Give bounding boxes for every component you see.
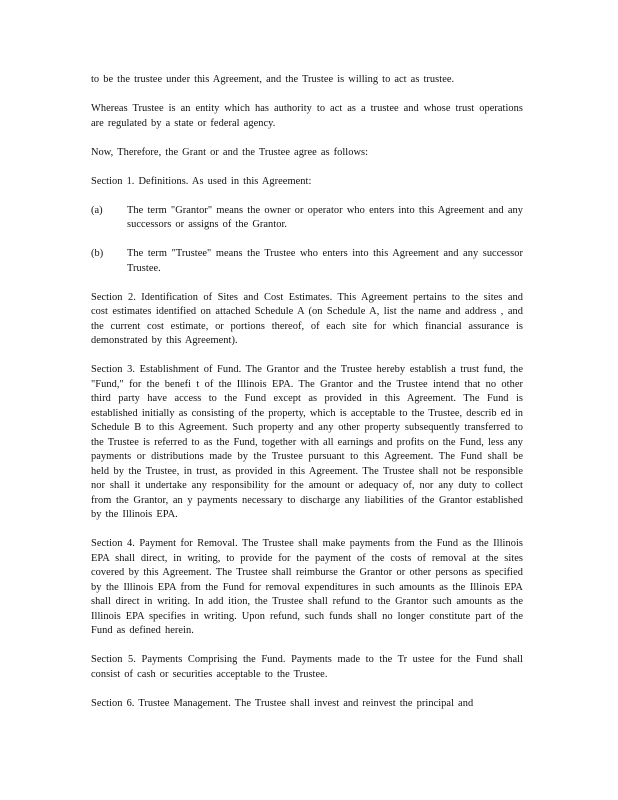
definition-label: (b)	[91, 248, 104, 259]
definition-label: (a)	[91, 204, 103, 216]
definition-text: The term "Trustee" means the Trustee who enters into this Agreement and any successor Trustee.	[127, 248, 523, 274]
definition-text: The term "Grantor" means the owner or operator who enters into this Agreement and any successors or assigns of the Grantor.	[127, 204, 523, 230]
definition-grantor	[91, 204, 523, 233]
whereas-paragraph: Whereas Trustee is an entity which has authority to act as a trustee and whose trust operations are regulated by a state or federal agency.	[91, 103, 523, 129]
section-5-paragraph: Section 5. Payments Comprising the Fund. Payments made to the Tr ustee for the Fund shall consist of cash or securities acceptable to the Trustee.	[91, 654, 523, 680]
document-text	[91, 73, 523, 726]
section-6-paragraph: Section 6. Trustee Management. The Trustee shall invest and reinvest the principal and	[91, 697, 474, 709]
intro-paragraph: to be the trustee under this Agreement, and the Trustee is willing to act as trustee.	[91, 74, 455, 85]
section-4-paragraph: Section 4. Payment for Removal. The Trustee shall make payments from the Fund as the Illinois EPA shall direct, in writing, to provide for the payment of the costs of removal at the sites covered by this Agreement. The Trustee shall reimburse the Grantor or other persons as specified by the Illinois EPA from the Fund for removal expenditures in such amounts as the Illinois EPA shall direct in writing. In add ition, the Trustee shall refund to the Grantor such amounts as the Illinois EPA specifies in writing. Upon refund, such funds shall no longer constitute part of the Fund as defined herein.	[91, 538, 523, 636]
now-therefore-paragraph: Now, Therefore, the Grant or and the Trustee agree as follows:	[91, 146, 369, 158]
definition-trustee	[91, 247, 523, 276]
section-2-paragraph: Section 2. Identification of Sites and Cost Estimates. This Agreement pertains to the sites and cost estimates identified on attached Schedule A (on Schedule A, list the name and address , and the current cost estimate, or portions thereof, of each site for which financial assurance is demonstrated by this Agreement).	[91, 291, 523, 346]
section-1-heading: Section 1. Definitions. As used in this Agreement:	[91, 175, 312, 187]
section-3-paragraph: Section 3. Establishment of Fund. The Grantor and the Trustee hereby establish a trust fund, the "Fund," for the benefi t of the Illinois EPA. The Grantor and the Trustee intend that no other third party have access to the Fund except as provided in this Agreement. The Fund is established initially as consisting of the property, which is acceptable to the Trustee, describ ed in Schedule B to this Agreement. Such property and any other property subsequently transferred to the Trustee is referred to as the Fund, together with all earnings and profits on the Fund, less any payments or distributions made by the Trustee pursuant to this Agreement. The Fund shall be held by the Trustee, in trust, as provided in this Agreement. The Trustee shall not be responsible nor shall it undertake any responsibility for the amount or adequacy of, nor any duty to collect from the Grantor, an y payments necessary to discharge any liabilities of the Grantor established by the Illinois EPA.	[91, 364, 523, 520]
